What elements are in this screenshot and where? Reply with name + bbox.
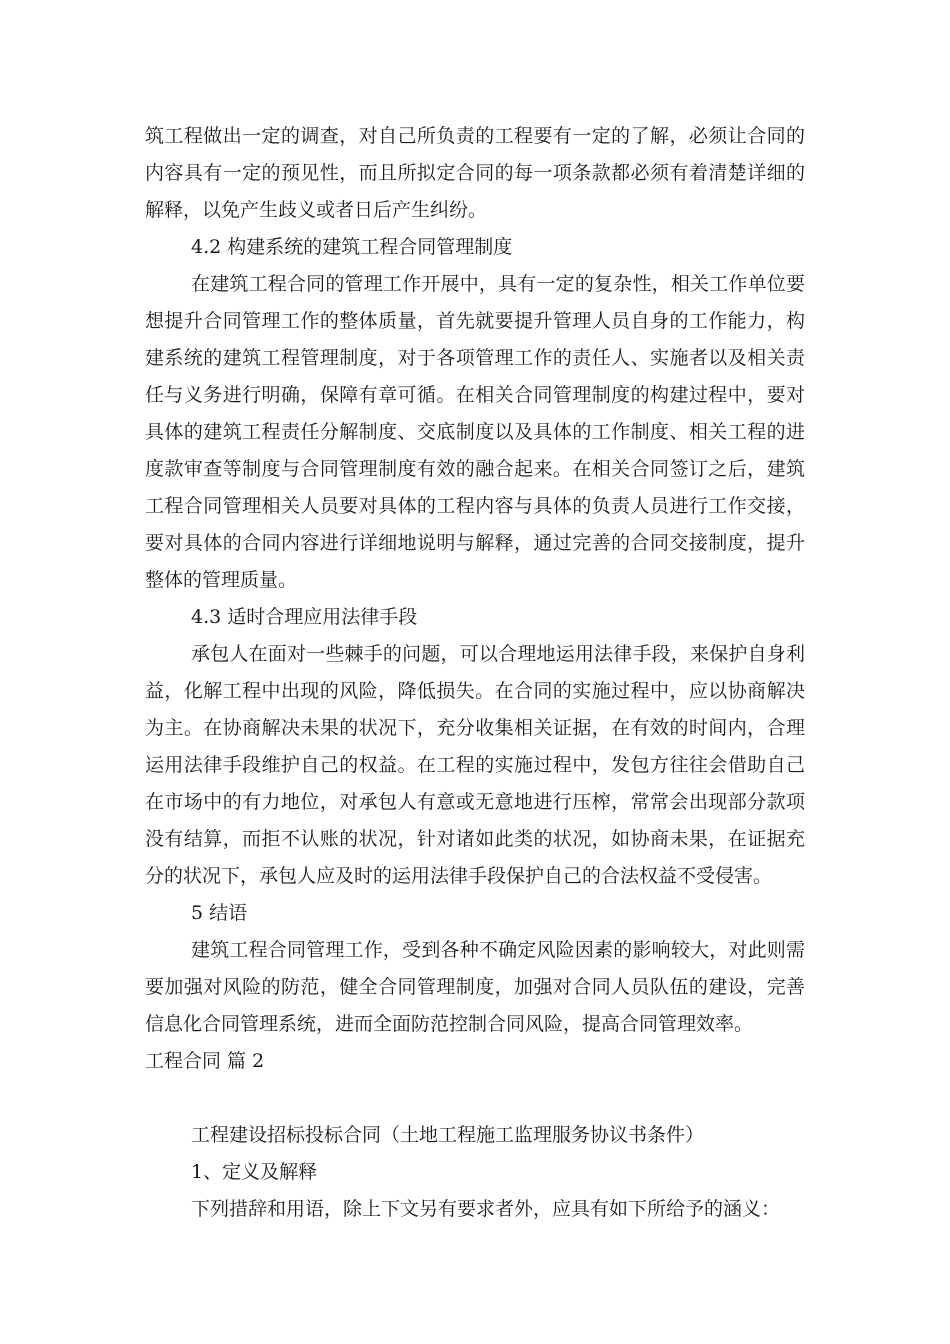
paragraph-line: 为主。在协商解决未果的状况下，充分收集相关证据，在有效的时间内，合理: [145, 717, 805, 739]
contract-title: 工程建设招标投标合同（土地工程施工监理服务协议书条件）: [191, 1124, 705, 1146]
paragraph-line: 在建筑工程合同的管理工作开展中，具有一定的复杂性，相关工作单位要: [191, 273, 805, 295]
section-heading-5: 5 结语: [191, 902, 248, 924]
paragraph-line: 具体的建筑工程责任分解制度、交底制度以及具体的工作制度、相关工程的进: [145, 421, 805, 443]
paragraph-line: 要对具体的合同内容进行详细地说明与解释，通过完善的合同交接制度，提升: [145, 532, 805, 554]
paragraph-line: 下列措辞和用语，除上下文另有要求者外，应具有如下所给予的涵义：: [191, 1198, 781, 1220]
section-heading-4-3: 4.3 适时合理应用法律手段: [191, 606, 418, 628]
paragraph-line: 建系统的建筑工程管理制度，对于各项管理工作的责任人、实施者以及相关责: [145, 347, 805, 369]
paragraph-line: 内容具有一定的预见性，而且所拟定合同的每一项条款都必须有着清楚详细的: [145, 162, 805, 184]
paragraph-line: 解释，以免产生歧义或者日后产生纠纷。: [145, 199, 488, 221]
paragraph-line: 承包人在面对一些棘手的问题，可以合理地运用法律手段，来保护自身利: [191, 643, 805, 665]
paragraph-line: 筑工程做出一定的调查，对自己所负责的工程要有一定的了解，必须让合同的: [145, 125, 805, 147]
paragraph-line: 整体的管理质量。: [145, 569, 298, 591]
document-body: [145, 118, 805, 1228]
paragraph-line: 建筑工程合同管理工作，受到各种不确定风险因素的影响较大，对此则需: [191, 939, 805, 961]
paragraph-line: 工程合同管理相关人员要对具体的工程内容与具体的负责人员进行工作交接，: [145, 495, 805, 517]
paragraph-line: 在市场中的有力地位，对承包人有意或无意地进行压榨，常常会出现部分款项: [145, 791, 805, 813]
paragraph-line: 没有结算，而拒不认账的状况，针对诸如此类的状况，如协商未果，在证据充: [145, 828, 805, 850]
section-heading-4-2: 4.2 构建系统的建筑工程合同管理制度: [191, 236, 513, 258]
paragraph-line: 任与义务进行明确，保障有章可循。在相关合同管理制度的构建过程中，要对: [145, 384, 805, 406]
paragraph-line: 信息化合同管理系统，进而全面防范控制合同风险，提高合同管理效率。: [145, 1013, 754, 1035]
paragraph-line: 想提升合同管理工作的整体质量，首先就要提升管理人员自身的工作能力，构: [145, 310, 805, 332]
section-title: 工程合同 篇 2: [145, 1050, 265, 1072]
paragraph-line: 要加强对风险的防范，健全合同管理制度，加强对合同人员队伍的建设，完善: [145, 976, 805, 998]
paragraph-line: 运用法律手段维护自己的权益。在工程的实施过程中，发包方往往会借助自己: [145, 754, 805, 776]
paragraph-line: 度款审查等制度与合同管理制度有效的融合起来。在相关合同签订之后，建筑: [145, 458, 805, 480]
section-heading-1: 1、定义及解释: [191, 1161, 318, 1183]
paragraph-line: 益，化解工程中出现的风险，降低损失。在合同的实施过程中，应以协商解决: [145, 680, 805, 702]
blank-line: [145, 1080, 805, 1117]
paragraph-line: 分的状况下，承包人应及时的运用法律手段保护自己的合法权益不受侵害。: [145, 865, 773, 887]
